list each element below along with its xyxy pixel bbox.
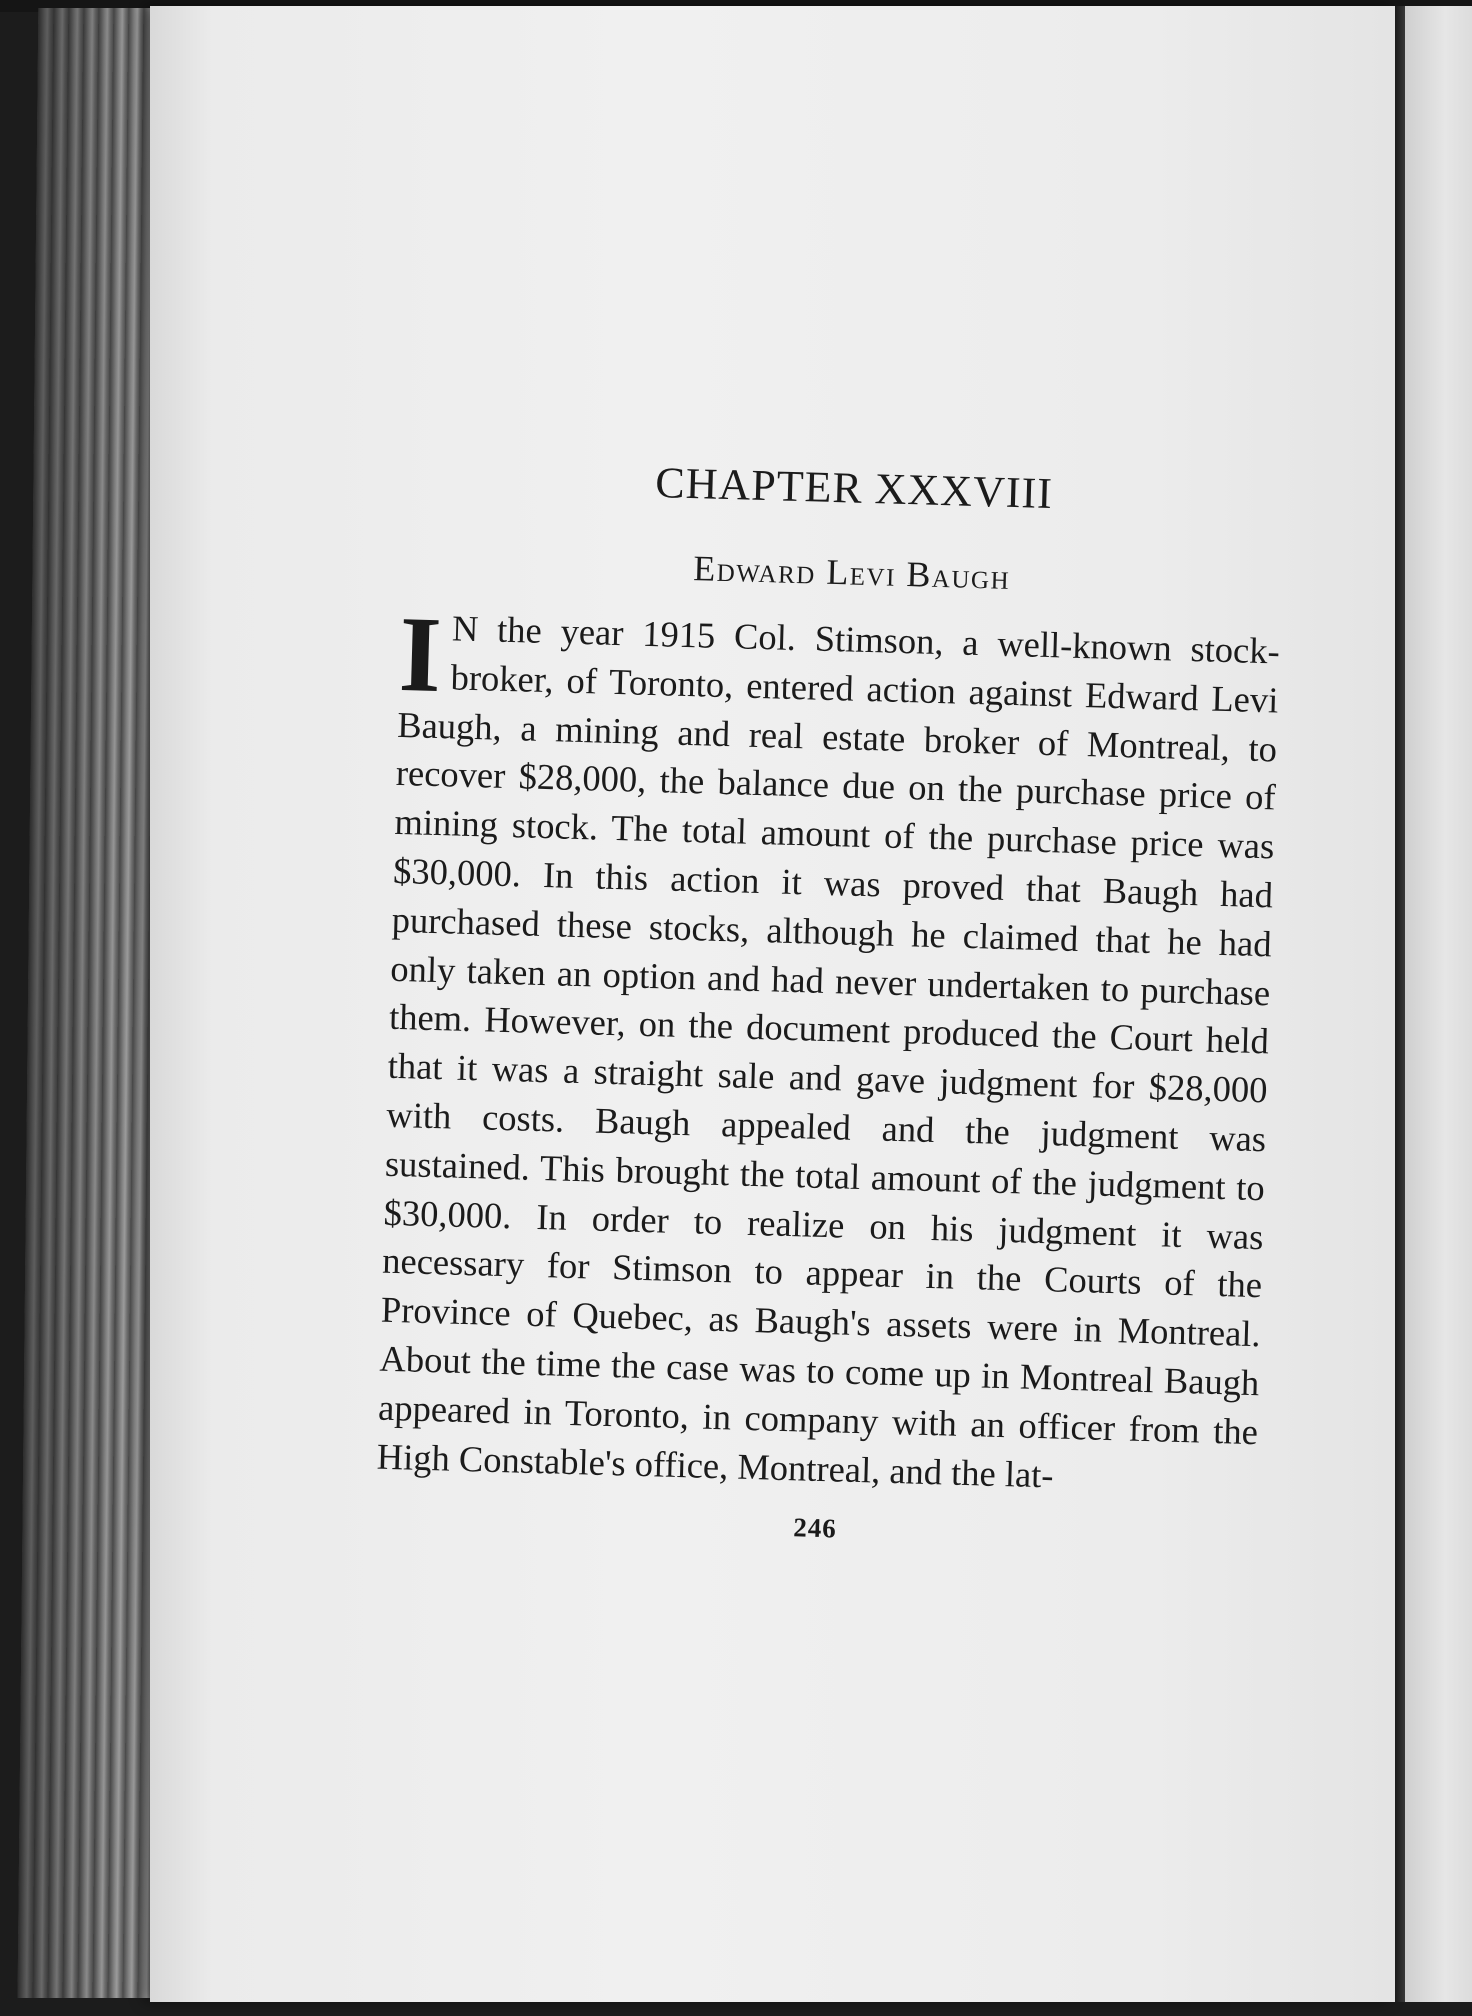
page-number: 246: [792, 1512, 838, 1544]
paragraph-text: N the year 1915 Col. Stimson, a well-known stock-broker, of Toronto, entered action against Edward Levi Baugh, a mining and real estate broker of Montreal, to recover $28,000, the balance due on the purchase price of mining stock. The total amount of the purchase price was $30,000. In this action it was proved that Baugh had purchased these stocks, although he claimed that he had only taken an option and had never undertaken to purchase them. However, on the document produced the Court held that it was a straight sale and gave judgment for $28,000 with costs. Baugh appealed and the judgment was sustained. This brought the total amount of the judgment to $30,000. In order to realize on his judgment it was necessary for Stimson to appear in the Courts of the Province of Quebec, as Baugh's assets were in Montreal. About the time the case was to come up in Montreal Baugh appeared in Toronto, in company with an officer from the High Constable's office, Montreal, and the lat-: [376, 607, 1281, 1496]
chapter-heading: CHAPTER XXXVIII: [654, 458, 1054, 519]
drop-cap: I: [397, 594, 443, 716]
page-gutter-shadow: [1395, 6, 1405, 2002]
chapter-subtitle: Edward Levi Baugh: [692, 548, 1011, 597]
facing-page-edge: [1405, 6, 1472, 2002]
page-content: [375, 450, 1285, 1556]
body-paragraph: [376, 594, 1281, 1506]
